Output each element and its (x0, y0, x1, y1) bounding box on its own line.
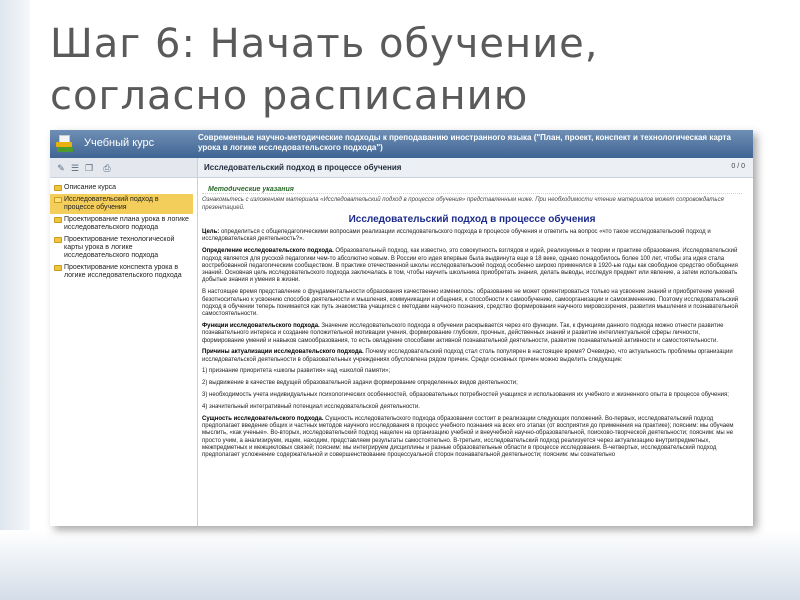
paragraph (202, 368, 742, 375)
paragraph (202, 248, 742, 284)
folder-icon (54, 237, 62, 243)
print-icon[interactable]: ⎙ (103, 163, 111, 173)
folder-icon (54, 265, 62, 271)
paragraphs (202, 229, 742, 459)
sidebar-toolbar (50, 158, 197, 178)
paragraph-text: Значение исследовательского подхода в обучении раскрывается через его функции. Так, к функциям данного подхода можно отнести развитие познавательного интереса и создание положительной мотивации учения, формирование глубоких, прочных, действенных знаний и развитие интеллектуальной сферы личности, формирование умений и навыков самообразования, то есть овладение способами активной познавательной деятельности, развитие познавательной активности и самостоятельности. (202, 322, 724, 344)
slide-left-decoration (0, 0, 30, 600)
paragraph-heading: Сущность исследовательского подхода. (202, 415, 324, 422)
paragraph-heading: Функции исследовательского подхода. (202, 322, 320, 329)
paragraph-text: 1) признание приоритета «школы развития» над «школой памяти»; (202, 368, 391, 375)
lesson-content[interactable] (202, 186, 742, 526)
document-title: Исследовательский подход в процессе обучения (348, 213, 596, 225)
sidebar-item-label: Исследовательский подход в процессе обучения (64, 196, 159, 211)
paragraph (202, 416, 742, 460)
course-screenshot (50, 130, 753, 526)
paragraph-text: Сущность исследовательского подхода образовании состоит в реализации следующих положений. Во-первых, исследовательский подход предполагает введение общих и частных методов научного исследования в процесс учебного познания на всех его этапах (от восприятия до применения на практике); поясним: мы обучаем мыслить, «как ученые». Во-вторых, исследовательский подход нацелен на организацию учебной и внеучебной научно-образовательной, поисково-творческой деятельности; поясним: мы не просто учим, а анализируем, ищем, находим, представляем результаты самостоятельно. В-третьих, исследовательский подход реализуется через актуализацию внутрипредметных, межпредметных и межцикловых связей; поясним: мы интегрируем дисциплины и разные образовательные области в процессе исследования. В-четвертых, исследовательский подход предполагает усложнение содержательной и совершенствование процессуальной сторон познавательной деятельности; поясним: мы сознательно (202, 415, 734, 459)
slide-bottom-decoration (0, 530, 800, 600)
sidebar-item-lesson-summary[interactable] (50, 262, 197, 282)
folder-open-icon (54, 197, 62, 203)
paragraph-heading: Определение исследовательского подхода. (202, 248, 334, 255)
paragraph-text: 2) выдвижение в качестве ведущей образовательной задачи формирование определенных видов деятельности; (202, 380, 518, 387)
copy-icon[interactable]: ❐ (84, 163, 94, 173)
paragraph-text: В настоящее время представление о фундаментальности образования качественно изменилось: образование не может ориентироваться только на усвоение знаний и приобретение умений безотносительно к усвоению способов деятельности и мышления, коммуникации и общения, к способности к самообучению, самоорганизации и самоизменению. Поэтому исследовательский подход в обучении теперь понимается как путь знакомства учащихся с методами научного познания, средство формирования научного мировоззрения, развития мышления и познавательной самостоятельности. (202, 289, 739, 318)
course-label: Учебный курс (84, 137, 155, 149)
course-nav (50, 178, 197, 282)
paragraph-text: Почему исследовательский подход стал столь популярен в настоящее время? Очевидно, что актуальность проблемы организации исследовательской деятельности в образовательных учреждениях обусловлена рядом причин. Среди основных причин можно выделить следующие: (202, 349, 733, 363)
paragraph (202, 404, 742, 411)
topic-title: Исследовательский подход в процессе обучения (204, 163, 402, 172)
paragraph-heading: Причины актуализации исследовательского подхода. (202, 349, 364, 356)
edit-icon[interactable]: ✎ (57, 163, 65, 173)
paragraph-text: 4) значительный интегративный потенциал исследовательской деятельности. (202, 403, 420, 410)
paragraph-text: Образовательный подход, как известно, это совокупность взглядов и идей, реализуемых в теории и практике образования. Исследовательский подход является для русской педагогики чем-то абсолютно новым. В России его идея впервые была выдвинута еще в 18 веке, однако понадобилось более 100 лет, чтобы эта идея стала востребованной педагогическим сообществом. В практике отечественной школы исследовательский подход особенно широко применялся в 1920-ые годы как свободное средство обобщения знаний. Основная цель исследовательского подхода заключалась в том, чтобы научить школьника приобретать знания, делать выводы, исследуя предмет или явление, а затем использовать добытые знания и умения в жизни. (202, 248, 738, 284)
paragraph-text: определиться с общепедагогическими вопросами реализации исследовательского подхода в процессе обучения и ответить на вопрос «что такое исследовательский подход и исследовательская деятельность?». (202, 229, 711, 243)
sidebar-item-tech-card[interactable] (50, 234, 197, 262)
paragraph-heading: Цель: (202, 229, 220, 236)
sidebar-item-label: Проектирование плана урока в логике исследовательского подхода (64, 216, 189, 231)
paragraph (202, 380, 742, 387)
paragraph (202, 323, 742, 345)
sidebar-item-course-description[interactable] (50, 182, 197, 194)
folder-icon (54, 217, 62, 223)
list-icon[interactable]: ☰ (70, 163, 80, 173)
sidebar-item-label: Проектирование технологической карты урока в логике исследовательского подхода (64, 236, 175, 259)
divider (202, 193, 742, 194)
sidebar-item-label: Проектирование конспекта урока в логике исследовательского подхода (64, 264, 182, 279)
intro-text: Ознакомьтесь с изложением материала «Исследовательский подход в процессе обучения» представленным ниже. При необходимости чтение материалов может сопровождаться презентацией. (202, 197, 724, 211)
paragraph (202, 289, 742, 318)
app-header (50, 130, 753, 158)
course-book-icon (54, 134, 76, 154)
course-title: Современные научно-методические подходы к преподаванию иностранного языка ("План, проект, конспект и технологическая карта урока в логике исследовательского подхода") (198, 133, 731, 152)
paragraph-text: 3) необходимость учета индивидуальных психологических особенностей, образовательных потребностей учащихся и использования их учебного и жизненного опыта в процессе обучения; (202, 392, 729, 399)
sidebar (50, 158, 198, 526)
sidebar-item-label: Описание курса (64, 184, 117, 191)
main-panel (198, 158, 753, 526)
paragraph (202, 229, 742, 244)
folder-icon (54, 185, 62, 191)
slide-title: Шаг 6: Начать обучение, согласно расписанию (50, 21, 599, 119)
sidebar-item-research-approach[interactable] (50, 194, 193, 214)
sidebar-item-lesson-plan[interactable] (50, 214, 197, 234)
method-title: Методические указания (208, 186, 294, 193)
page-counter: 0 / 0 (731, 163, 745, 170)
paragraph (202, 349, 742, 364)
paragraph (202, 392, 742, 399)
topic-bar (198, 158, 753, 178)
